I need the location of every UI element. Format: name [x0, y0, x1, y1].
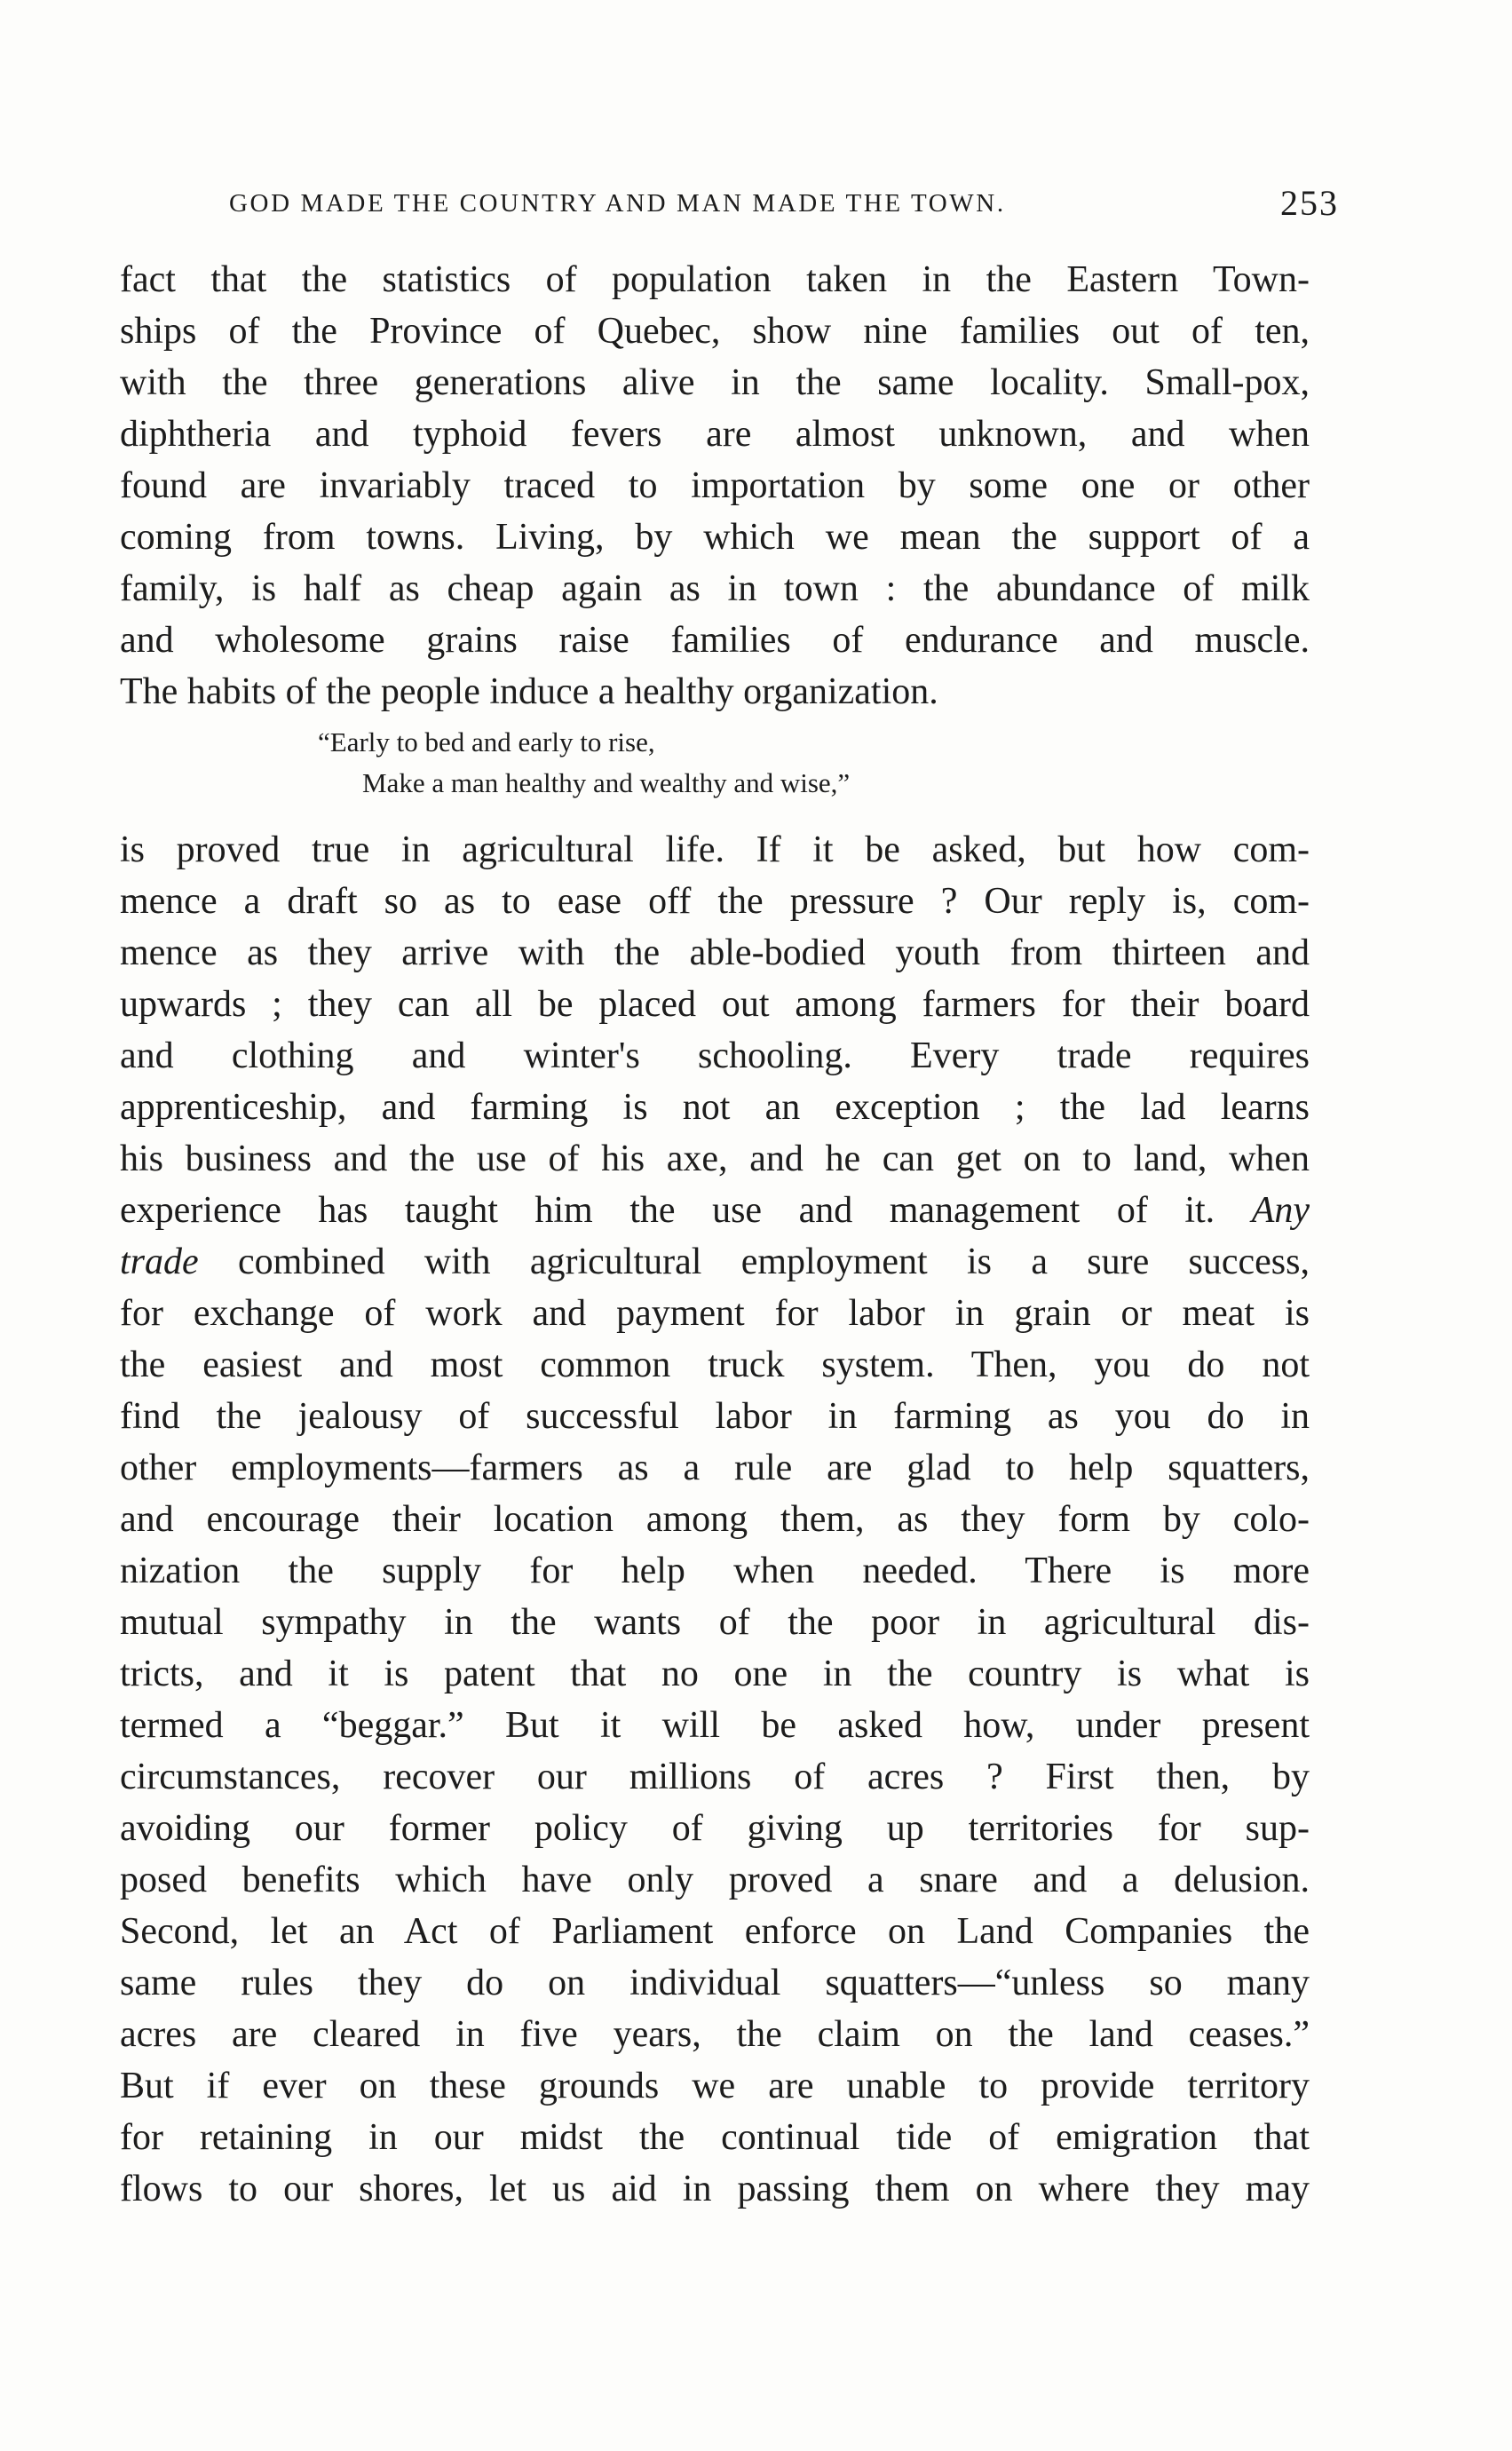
running-head — [229, 182, 1339, 225]
text-line: circumstances, recover our millions of acres ? First then, by — [120, 1757, 1310, 1797]
text-line: upwards ; they can all be placed out among farmers for their board — [120, 984, 1310, 1025]
text-line: nization the supply for help when needed. There is more — [120, 1551, 1310, 1591]
text-line — [120, 1238, 1310, 1286]
text-line: find the jealousy of successful labor in farming as you do in — [120, 1396, 1310, 1437]
text-line: But if ever on these grounds we are unable to provide territory — [120, 2066, 1310, 2106]
text-line: The habits of the people induce a healthy organization. — [120, 671, 938, 712]
text-line: for exchange of work and payment for labor in grain or meat is — [120, 1293, 1310, 1334]
text-line: mence as they arrive with the able-bodied youth from thirteen and — [120, 932, 1310, 973]
text-line: coming from towns. Living, by which we mean the support of a — [120, 517, 1310, 558]
text-line: ships of the Province of Quebec, show nine families out of ten, — [120, 311, 1310, 352]
text-line: apprenticeship, and farming is not an exception ; the lad learns — [120, 1087, 1310, 1128]
text-line: tricts, and it is patent that no one in the country is what is — [120, 1654, 1310, 1694]
text-line: flows to our shores, let us aid in passing them on where they may — [120, 2169, 1310, 2209]
text-line: with the three generations alive in the same locality. Small-pox, — [120, 362, 1310, 403]
text-line: and encourage their location among them, as they form by colo- — [120, 1499, 1310, 1540]
text-line: avoiding our former policy of giving up territories for sup- — [120, 1808, 1310, 1849]
quotation-line: “Early to bed and early to rise, — [318, 726, 655, 758]
text-line: posed benefits which have only proved a snare and a delusion. — [120, 1860, 1310, 1900]
quotation-line: Make a man healthy and wealthy and wise,” — [362, 767, 851, 798]
text-line: termed a “beggar.” But it will be asked how, under present — [120, 1705, 1310, 1746]
text-line: his business and the use of his axe, and he can get on to land, when — [120, 1138, 1310, 1179]
text-line: family, is half as cheap again as in town : the abundance of milk — [120, 568, 1310, 609]
text-line: acres are cleared in five years, the claim on the land ceases.” — [120, 2014, 1310, 2055]
text-line: Second, let an Act of Parliament enforce on Land Companies the — [120, 1911, 1310, 1952]
text-line: and wholesome grains raise families of endurance and muscle. — [120, 620, 1310, 661]
text-line: same rules they do on individual squatters—“unless so many — [120, 1963, 1310, 2003]
text-line — [120, 1186, 1310, 1234]
text-line: found are invariably traced to importation by some one or other — [120, 465, 1310, 506]
text-line: is proved true in agricultural life. If it be asked, but how com- — [120, 829, 1310, 870]
text-line: diphtheria and typhoid fevers are almost unknown, and when — [120, 414, 1310, 455]
text-line: for retaining in our midst the continual tide of emigration that — [120, 2117, 1310, 2158]
page-number: 253 — [1280, 183, 1339, 223]
text-line: and clothing and winter's schooling. Every trade requires — [120, 1035, 1310, 1076]
text-line: other employments—farmers as a rule are glad to help squatters, — [120, 1448, 1310, 1488]
italic-emphasis: Any — [1251, 1190, 1310, 1231]
text-line: fact that the statistics of population taken in the Eastern Town- — [120, 259, 1310, 300]
text-line: the easiest and most common truck system. Then, you do not — [120, 1344, 1310, 1385]
line-text: combined with agricultural employment is a sure success, — [237, 1241, 1310, 1282]
italic-emphasis: trade — [120, 1241, 199, 1282]
running-title: GOD MADE THE COUNTRY AND MAN MADE THE TOWN. — [229, 189, 1006, 218]
text-line: mutual sympathy in the wants of the poor in agricultural dis- — [120, 1602, 1310, 1643]
line-text: experience has taught him the use and management of it. — [120, 1190, 1215, 1231]
text-line: mence a draft so as to ease off the pressure ? Our reply is, com- — [120, 881, 1310, 922]
